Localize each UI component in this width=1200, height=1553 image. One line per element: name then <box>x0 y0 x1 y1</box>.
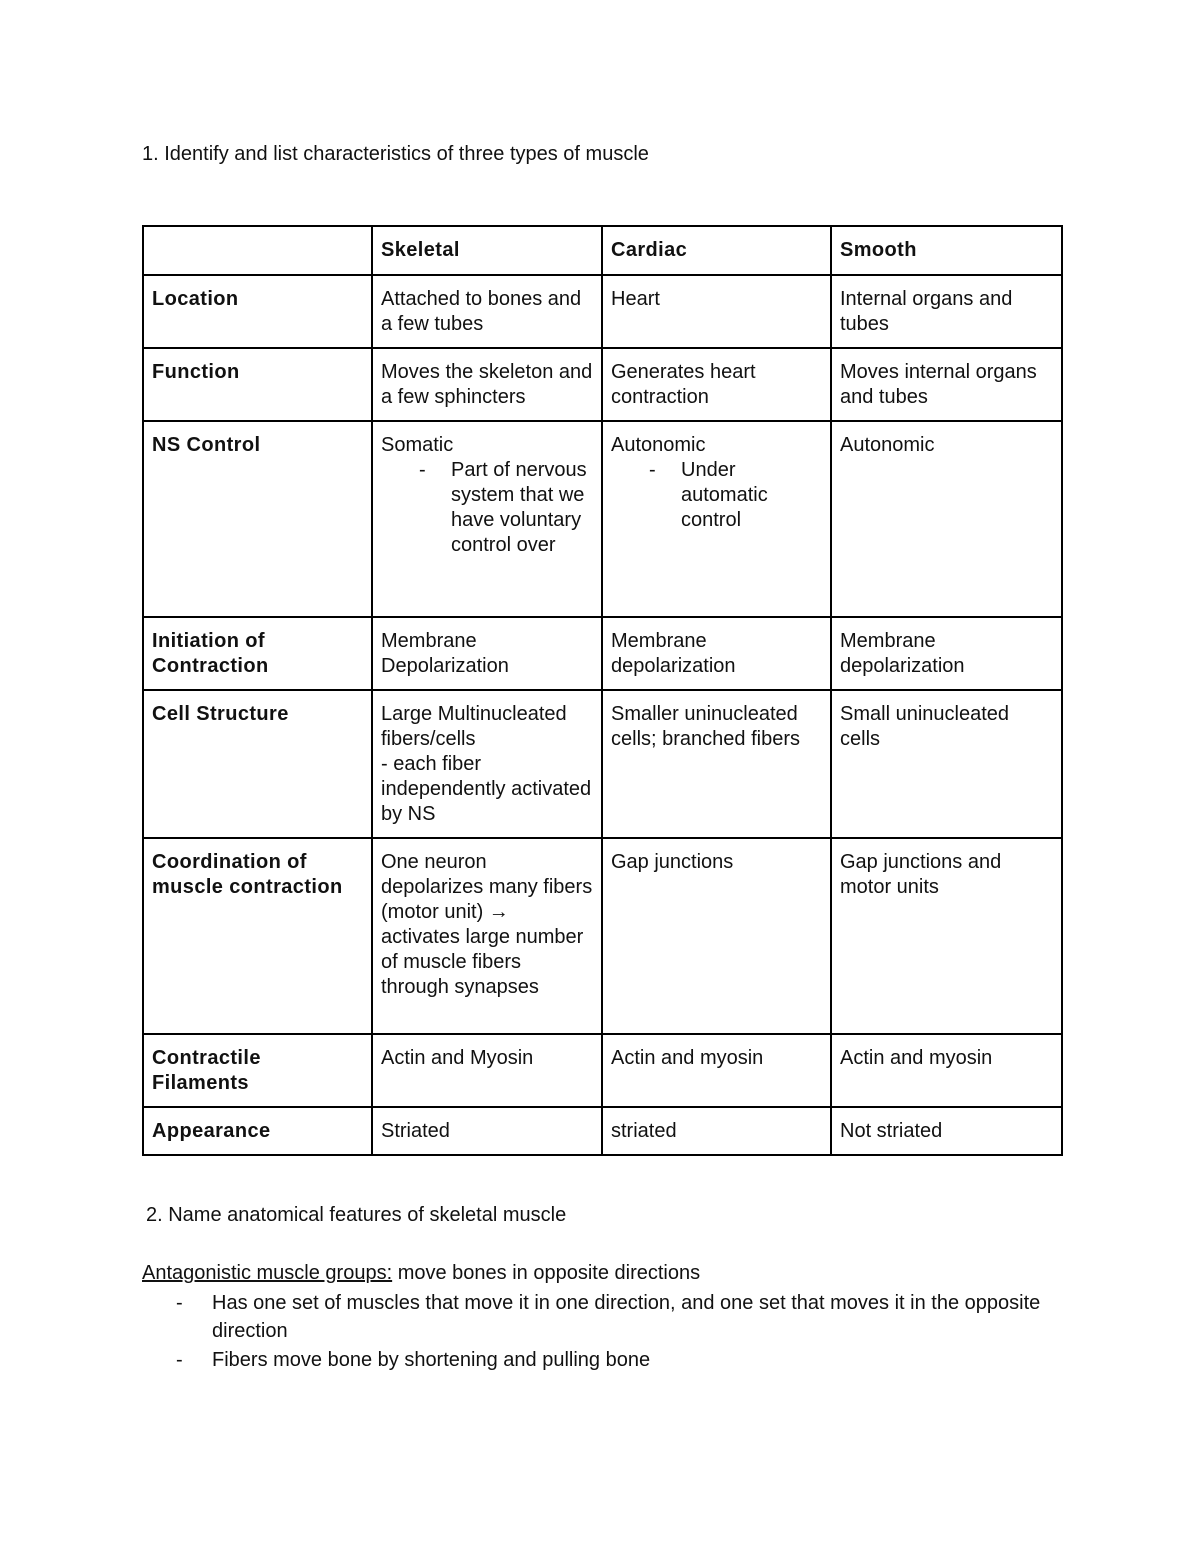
list-item <box>381 458 593 558</box>
cardiac-sub-list <box>611 458 822 533</box>
cell-skeletal-main: Somatic <box>381 434 454 456</box>
table-header-row <box>143 226 1062 275</box>
header-cell-cardiac: Cardiac <box>602 226 831 275</box>
list-item <box>611 458 822 533</box>
cell-cardiac: Membrane depolarization <box>602 617 831 690</box>
bullet-text: Has one set of muscles that move it in one direction, and one set that moves it in the opposite direction <box>212 1292 1041 1342</box>
table-row-coordination <box>143 838 1062 1034</box>
list-item <box>142 1346 1042 1374</box>
cell-skeletal <box>372 690 602 838</box>
cell-cardiac-main: Autonomic <box>611 434 706 456</box>
term-label: Antagonistic muscle groups: <box>142 1262 393 1284</box>
cell-smooth: Small uninucleated cells <box>831 690 1062 838</box>
cell-cardiac: Actin and myosin <box>602 1034 831 1107</box>
cell-smooth: Autonomic <box>831 421 1062 617</box>
cell-smooth: Not striated <box>831 1107 1062 1155</box>
bullet-text: Fibers move bone by shortening and pulling bone <box>212 1349 651 1371</box>
cell-smooth: Moves internal organs and tubes <box>831 348 1062 421</box>
cell-smooth: Membrane depolarization <box>831 617 1062 690</box>
definition-line <box>142 1259 1042 1287</box>
cell-cardiac: striated <box>602 1107 831 1155</box>
cell-skeletal: One neuron depolarizes many fibers (motor unit) → activates large number of muscle fibers through synapses <box>372 838 602 1034</box>
skeletal-sub-list <box>381 458 593 558</box>
cell-skeletal: Moves the skeleton and a few sphincters <box>372 348 602 421</box>
header-cell-smooth: Smooth <box>831 226 1062 275</box>
sub-item-text: Under automatic control <box>681 459 768 531</box>
bullet-list <box>142 1289 1042 1374</box>
row-label: Contractile Filaments <box>143 1034 372 1107</box>
cell-skeletal-extra: - each fiber independently activated by NS <box>381 753 592 825</box>
header-cell-skeletal: Skeletal <box>372 226 602 275</box>
cell-cardiac <box>602 421 831 617</box>
cell-skeletal: Membrane Depolarization <box>372 617 602 690</box>
cell-cardiac: Heart <box>602 275 831 348</box>
sub-item-text: Part of nervous system that we have voluntary control over <box>451 459 587 556</box>
table-row-cell-structure <box>143 690 1062 838</box>
row-label: Coordination of muscle contraction <box>143 838 372 1034</box>
cell-smooth: Internal organs and tubes <box>831 275 1062 348</box>
table-row-location <box>143 275 1062 348</box>
cell-skeletal <box>372 421 602 617</box>
muscle-types-table <box>142 225 1063 1156</box>
header-cell-empty <box>143 226 372 275</box>
term-definition: move bones in opposite directions <box>392 1262 701 1284</box>
row-label: Cell Structure <box>143 690 372 838</box>
table-row-appearance <box>143 1107 1062 1155</box>
question-2-heading: 2. Name anatomical features of skeletal muscle <box>146 1204 567 1226</box>
question-1-heading: 1. Identify and list characteristics of three types of muscle <box>142 143 649 165</box>
cell-skeletal: Attached to bones and a few tubes <box>372 275 602 348</box>
table-row-filaments <box>143 1034 1062 1107</box>
dash-marker: - <box>176 1349 183 1371</box>
dash-marker: - <box>649 459 656 481</box>
dash-marker: - <box>419 459 426 481</box>
row-label: Function <box>143 348 372 421</box>
cell-smooth: Gap junctions and motor units <box>831 838 1062 1034</box>
row-label: NS Control <box>143 421 372 617</box>
cell-skeletal: Striated <box>372 1107 602 1155</box>
dash-marker: - <box>176 1292 183 1314</box>
cell-cardiac: Gap junctions <box>602 838 831 1034</box>
table-row-initiation <box>143 617 1062 690</box>
cell-cardiac: Generates heart contraction <box>602 348 831 421</box>
cell-skeletal-main: Large Multinucleated fibers/cells <box>381 703 567 750</box>
cell-skeletal: Actin and Myosin <box>372 1034 602 1107</box>
row-label: Location <box>143 275 372 348</box>
table-row-function <box>143 348 1062 421</box>
cell-cardiac: Smaller uninucleated cells; branched fibers <box>602 690 831 838</box>
antagonistic-section <box>142 1259 1042 1375</box>
cell-smooth: Actin and myosin <box>831 1034 1062 1107</box>
row-label: Appearance <box>143 1107 372 1155</box>
table-row-ns-control <box>143 421 1062 617</box>
list-item <box>142 1289 1042 1345</box>
row-label: Initiation of Contraction <box>143 617 372 690</box>
